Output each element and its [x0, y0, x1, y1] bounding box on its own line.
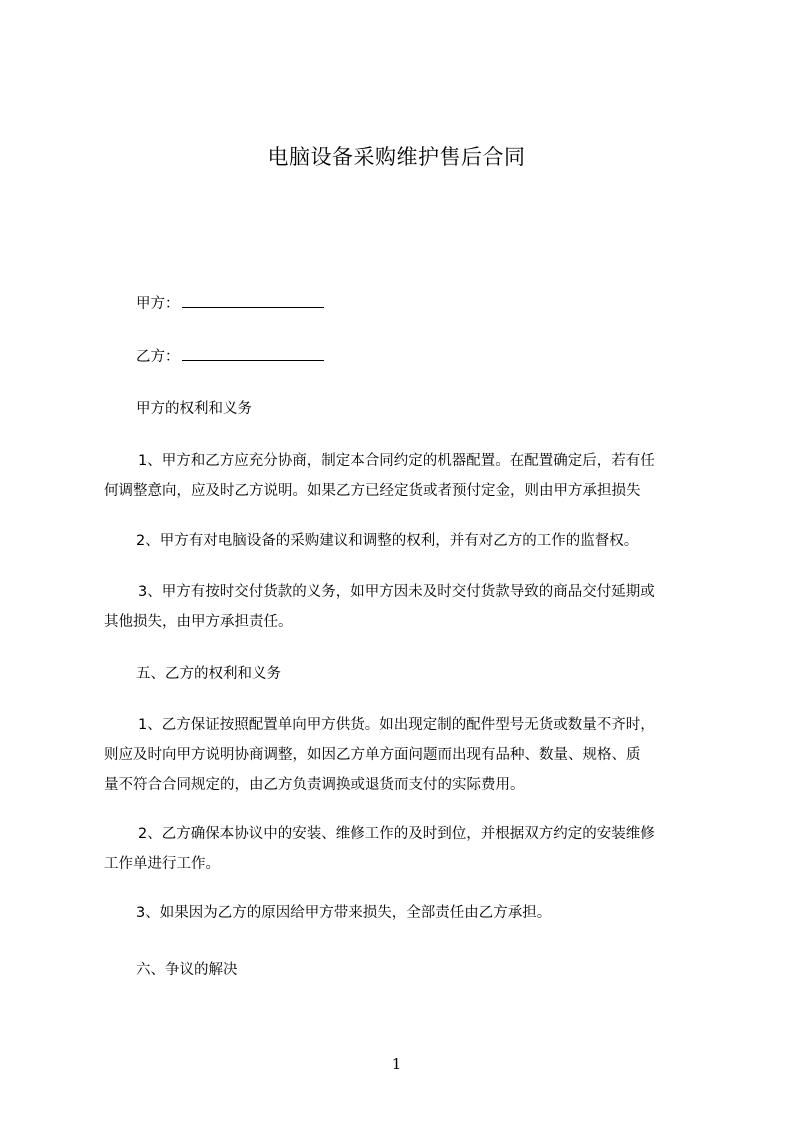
- clause-a-1: [104, 446, 710, 506]
- clause-b-1: [104, 710, 710, 800]
- clause-line: 工作单进行工作。: [104, 856, 220, 872]
- party-b-label: 乙方：: [136, 349, 180, 365]
- clause-line: 3、甲方有按时交付货款的义务，如甲方因未及时交付货款导致的商品交付延期或: [138, 584, 655, 600]
- party-b-blank: [182, 345, 324, 361]
- clause-b-3: [104, 898, 710, 928]
- page-number: 1: [391, 1055, 402, 1073]
- section-heading-party-a-rights: 甲方的权利和义务: [136, 401, 252, 417]
- clause-line: 2、甲方有对电脑设备的采购建议和调整的权利，并有对乙方的工作的监督权。: [136, 533, 639, 549]
- clause-line: 1、甲方和乙方应充分协商，制定本合同约定的机器配置。在配置确定后，若有任: [138, 453, 655, 469]
- clause-a-3: [104, 577, 710, 637]
- clause-line: 1、乙方保证按照配置单向甲方供货。如出现定制的配件型号无货或数量不齐时，: [138, 717, 655, 733]
- clause-line: 量不符合合同规定的，由乙方负责调换或退货而支付的实际费用。: [104, 777, 525, 793]
- clause-line: 何调整意向，应及时乙方说明。如果乙方已经定货或者预付定金，则由甲方承担损失: [104, 483, 641, 499]
- clause-line: 则应及时向甲方说明协商调整，如因乙方单方面问题而出现有品种、数量、规格、质: [104, 747, 641, 763]
- party-a-blank: [182, 292, 324, 308]
- clause-line: 3、如果因为乙方的原因给甲方带来损失，全部责任由乙方承担。: [136, 905, 552, 921]
- section-heading-party-b-rights: 五、乙方的权利和义务: [136, 666, 281, 682]
- section-heading-dispute-resolution: 六、争议的解决: [136, 962, 238, 978]
- clause-b-2: [104, 819, 710, 879]
- clause-a-2: [104, 526, 710, 556]
- clause-line: 2、乙方确保本协议中的安装、维修工作的及时到位，并根据双方约定的安装维修: [138, 826, 655, 842]
- party-b-line: [136, 345, 324, 367]
- party-a-line: [136, 292, 324, 314]
- document-title: 电脑设备采购维护售后合同: [267, 145, 526, 169]
- clause-line: 其他损失，由甲方承担责任。: [104, 614, 293, 630]
- party-a-label: 甲方：: [136, 296, 180, 312]
